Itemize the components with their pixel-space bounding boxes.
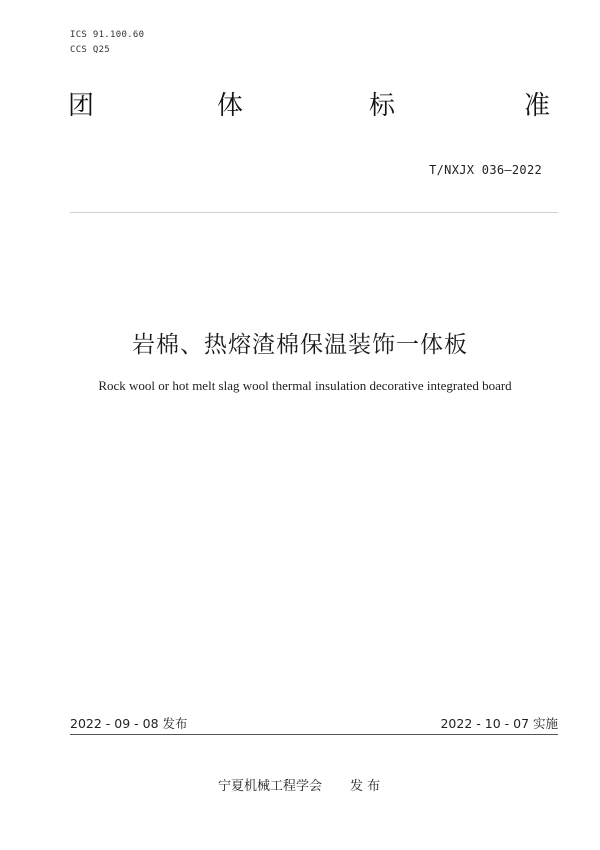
publisher-name: 宁夏机械工程学会 <box>218 779 323 794</box>
document-title-chinese: 岩棉、热熔渣棉保温装饰一体板 <box>132 332 468 358</box>
publish-date: 2022 - 09 - 08 发布 <box>70 716 188 731</box>
standard-number: T/NXJX 036—2022 <box>429 163 542 177</box>
publisher-action: 发 布 <box>350 779 381 794</box>
standard-type-char-3: 标 <box>369 91 396 121</box>
document-title-english: Rock wool or hot melt slag wool thermal insulation decorative integrated board <box>98 378 512 393</box>
footer-divider <box>70 734 558 735</box>
standard-type-char-4: 准 <box>524 91 551 121</box>
publisher-line <box>218 775 408 794</box>
classification-codes <box>70 28 144 58</box>
standard-type-char-1: 团 <box>68 91 95 121</box>
standard-type-char-2: 体 <box>217 91 244 121</box>
implementation-date: 2022 - 10 - 07 实施 <box>440 716 558 731</box>
ics-code: ICS 91.100.60 <box>70 30 145 40</box>
header-divider <box>70 212 558 213</box>
ccs-code: CCS Q25 <box>70 45 111 55</box>
